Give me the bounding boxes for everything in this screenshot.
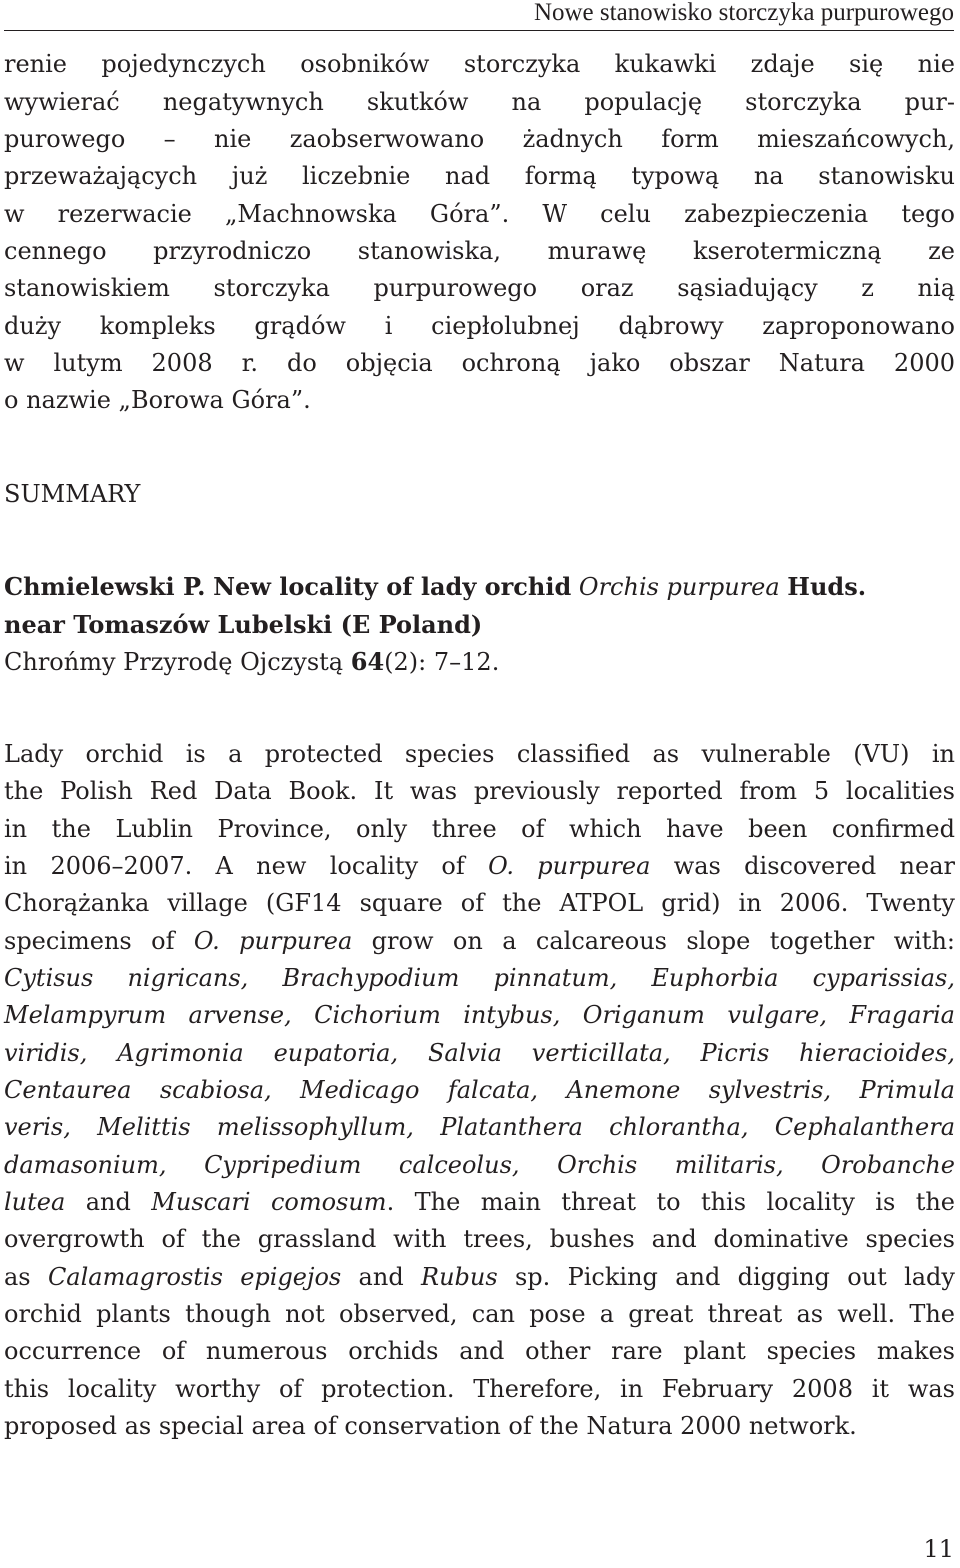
- summary-line-12: damasonium, Cypripedium calceolus, Orchis militaris, Orobanche: [4, 1151, 955, 1179]
- polish-line-2: wywierać negatywnych skutków na populację storczyka pur-: [4, 88, 955, 116]
- polish-line-4: przeważających już liczebnie nad formą typową na stanowisku: [4, 162, 955, 190]
- species-name: Muscari comosum: [151, 1188, 387, 1216]
- summary-text: . The main threat to this locality is the: [386, 1188, 955, 1216]
- summary-line-3: in the Lublin Province, only three of which have been confirmed: [4, 815, 955, 843]
- polish-line-1: renie pojedynczych osobników storczyka kukawki zdaje się nie: [4, 50, 955, 78]
- polish-line-10: o nazwie „Borowa Góra”.: [4, 386, 311, 414]
- citation-line-3: [4, 643, 955, 681]
- summary-text: and: [358, 1263, 404, 1291]
- polish-line-6: cennego przyrodniczo stanowiska, murawę kserotermiczną ze: [4, 237, 955, 265]
- citation-line-1: [4, 568, 955, 606]
- running-title: Nowe stanowisko storczyka purpurowego: [533, 0, 954, 26]
- citation-journal: Chrońmy Przyrodę Ojczystą: [4, 648, 344, 676]
- summary-text: specimens of: [4, 927, 175, 955]
- citation-species: Orchis purpurea: [578, 573, 780, 601]
- summary-text: in 2006–2007. A new locality of: [4, 852, 465, 880]
- summary-line-11: veris, Melittis melissophyllum, Platanthera chlorantha, Cephalanthera: [4, 1113, 955, 1141]
- summary-text: sp. Picking and digging out lady: [514, 1263, 955, 1291]
- summary-line-17: occurrence of numerous orchids and other rare plant species makes: [4, 1337, 955, 1365]
- summary-text: as: [4, 1263, 31, 1291]
- summary-line-6: [4, 923, 955, 960]
- species-name: O. purpurea: [488, 852, 651, 880]
- summary-line-7: Cytisus nigricans, Brachypodium pinnatum, Euphorbia cyparissias,: [4, 964, 955, 992]
- summary-text: grow on a calcareous slope together with:: [371, 927, 955, 955]
- summary-line-13: [4, 1184, 955, 1221]
- species-name: O. purpurea: [193, 927, 353, 955]
- citation-authors: Chmielewski P.: [4, 572, 206, 601]
- polish-line-7: stanowiskiem storczyka purpurowego oraz sąsiadujący z nią: [4, 274, 955, 302]
- summary-line-19: proposed as special area of conservation of the Natura 2000 network.: [4, 1412, 857, 1440]
- summary-line-2: the Polish Red Data Book. It was previously reported from 5 localities: [4, 777, 955, 805]
- species-name: Rubus: [421, 1263, 498, 1291]
- polish-line-3: purowego – nie zaobserwowano żadnych form mieszańcowych,: [4, 125, 955, 153]
- citation-title-end: near Tomaszów Lubelski (E Poland): [4, 610, 483, 639]
- summary-heading: SUMMARY: [4, 480, 141, 508]
- page-number: 11: [923, 1535, 954, 1563]
- summary-line-4: [4, 848, 955, 885]
- polish-line-5: w rezerwacie „Machnowska Góra”. W celu zabezpieczenia tego: [4, 200, 955, 228]
- polish-line-9: w lutym 2008 r. do objęcia ochroną jako obszar Natura 2000: [4, 349, 955, 377]
- polish-line-8: duży kompleks grądów i ciepłolubnej dąbrowy zaproponowano: [4, 312, 955, 340]
- summary-line-5: Chorążanka village (GF14 square of the ATPOL grid) in 2006. Twenty: [4, 889, 955, 917]
- summary-line-18: this locality worthy of protection. Therefore, in February 2008 it was: [4, 1375, 955, 1403]
- citation-volume: 64: [350, 647, 385, 676]
- summary-line-14: overgrowth of the grassland with trees, bushes and dominative species: [4, 1225, 955, 1253]
- summary-line-15: [4, 1259, 955, 1296]
- citation-issue-pages: (2): 7–12.: [384, 648, 500, 676]
- summary-line-8: Melampyrum arvense, Cichorium intybus, Origanum vulgare, Fragaria: [4, 1001, 955, 1029]
- citation-title-start: New locality of lady orchid: [213, 572, 572, 601]
- running-header: [4, 0, 954, 31]
- species-name: Calamagrostis epigejos: [47, 1263, 342, 1291]
- summary-line-16: orchid plants though not observed, can pose a great threat as well. The: [4, 1300, 955, 1328]
- summary-text: was discovered near: [673, 852, 955, 880]
- summary-line-10: Centaurea scabiosa, Medicago falcata, Anemone sylvestris, Primula: [4, 1076, 955, 1104]
- species-name: lutea: [4, 1188, 66, 1216]
- summary-line-9: viridis, Agrimonia eupatoria, Salvia verticillata, Picris hieracioides,: [4, 1039, 955, 1067]
- summary-text: and: [85, 1188, 131, 1216]
- summary-line-1: Lady orchid is a protected species classified as vulnerable (VU) in: [4, 740, 955, 768]
- citation-authority: Huds.: [787, 572, 867, 601]
